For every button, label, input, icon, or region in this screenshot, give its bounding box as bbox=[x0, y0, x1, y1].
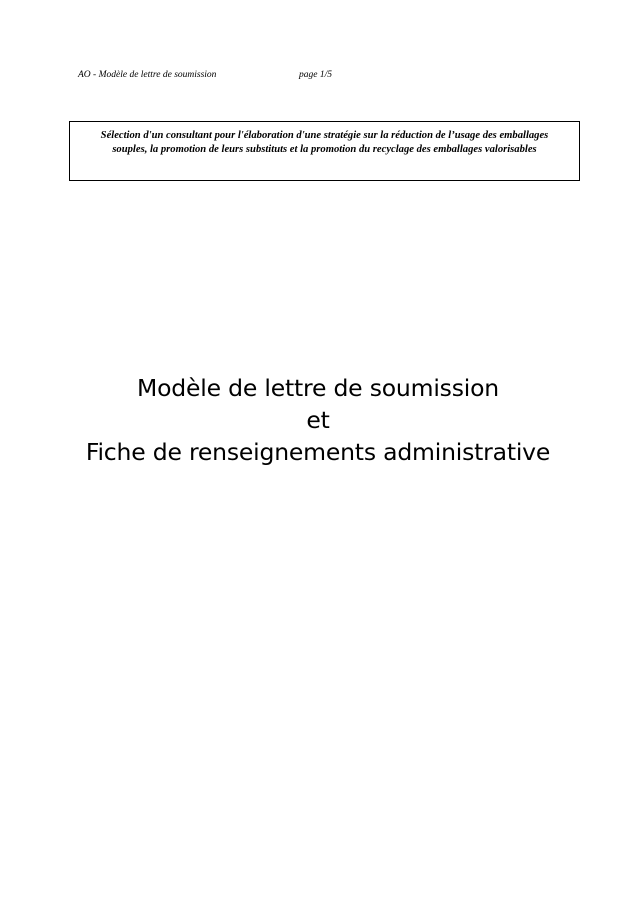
main-title-line-2: et bbox=[306, 406, 330, 434]
subject-box bbox=[69, 121, 580, 181]
header-document-reference: AO - Modèle de lettre de soumission bbox=[78, 70, 217, 80]
main-title-line-1: Modèle de lettre de soumission bbox=[137, 374, 499, 402]
running-header bbox=[78, 68, 478, 82]
main-title-line-3: Fiche de renseignements administrative bbox=[85, 438, 551, 466]
subject-text: Sélection d'un consultant pour l'élaboration d'une stratégie sur la réduction de l’usage des emballages souples, la promotion de leurs substituts et la promotion du recyclage des emballages valorisables bbox=[100, 130, 549, 155]
main-title bbox=[40, 372, 596, 468]
header-page-number: page 1/5 bbox=[299, 70, 332, 80]
